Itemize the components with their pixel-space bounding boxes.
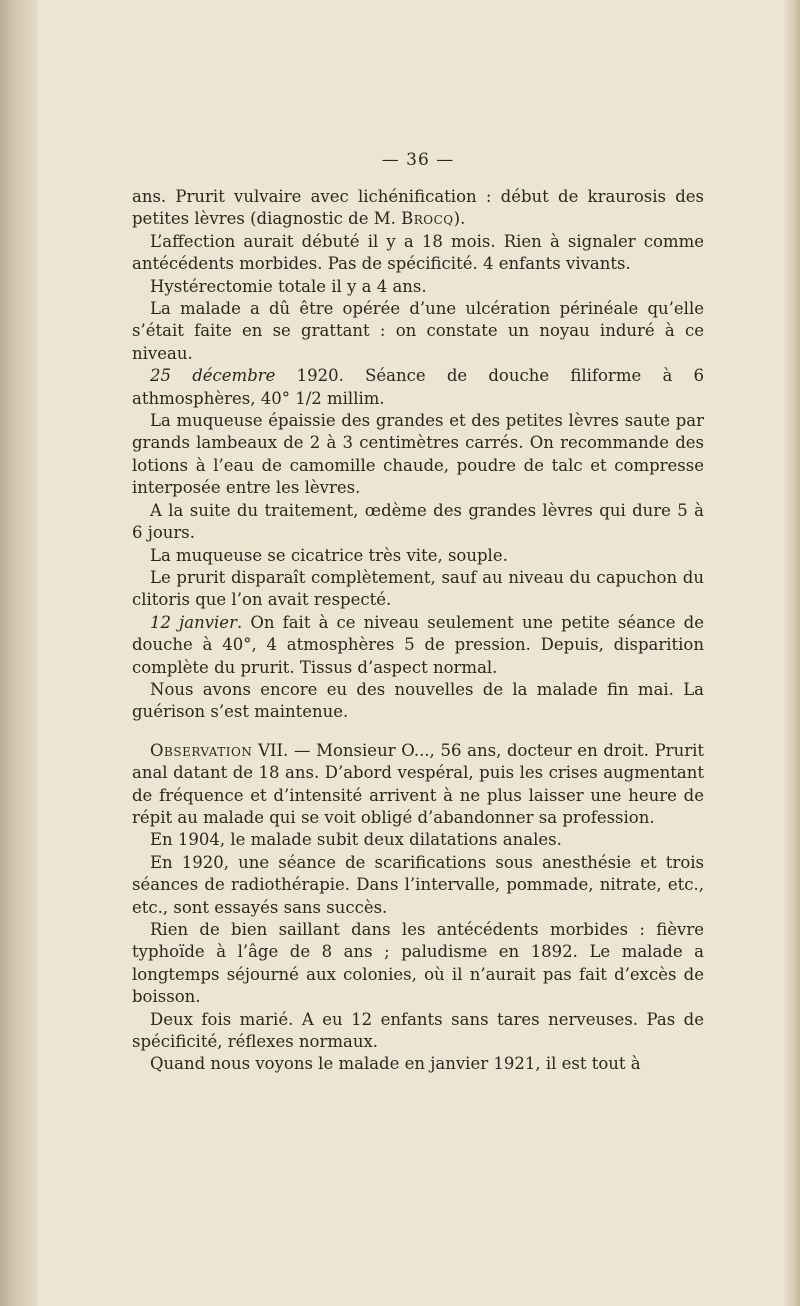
paragraph-12 [132, 740, 704, 830]
paragraph-11: Nous avons encore eu des nouvelles de la malade fin mai. La guérison s’est maintenue. [132, 679, 704, 722]
author-name: Brocq [401, 209, 454, 229]
page-number: — 36 — [381, 150, 455, 170]
paragraph-12-text: VII. — Monsieur O..., 56 ans, docteur en droit. Prurit anal datant de 18 ans. D’abord vespéral, puis les crises augmentant de fréquence et d’intensité arrivent à ne plus laisser une heure de répit au malade qui se voit obligé d’abandonner sa profession. [132, 740, 704, 827]
paragraph-1-end: ). [453, 209, 466, 229]
paragraph-15: Rien de bien saillant dans les antécédents morbides : fièvre typhoïde à l’âge de 8 ans ; paludisme en 1892. Le malade a longtemps séjourné aux colonies, où il n’aurait pas fait d’excès de boisson. [132, 920, 704, 1007]
body-text [132, 186, 704, 1076]
paragraph-1-text: ans. Prurit vulvaire avec lichénification : début de kraurosis des petites lèvres (diagnostic de M. [132, 187, 704, 229]
paragraph-5-text: 1920. Séance de douche filiforme à 6 athmosphères, 40° 1/2 millim. [132, 366, 704, 408]
paragraph-17: Quand nous voyons le malade en janvier 1921, il est tout à [150, 1054, 641, 1074]
observation-heading: Observation [150, 740, 253, 760]
paragraph-8: La muqueuse se cicatrice très vite, souple. [150, 545, 508, 565]
document-page [132, 150, 704, 1076]
section-gap [132, 724, 704, 740]
scan-right-edge [784, 0, 800, 1306]
paragraph-10-text: . On fait à ce niveau seulement une petite séance de douche à 40°, 4 atmosphères 5 de pression. Depuis, disparition complète du prurit. Tissus d’aspect normal. [132, 612, 704, 677]
paragraph-14: En 1920, une séance de scarifications sous anesthésie et trois séances de radiothérapie. Dans l’intervalle, pommade, nitrate, etc., etc., sont essayés sans succès. [132, 852, 704, 917]
paragraph-10 [132, 612, 704, 679]
paragraph-6: La muqueuse épaissie des grandes et des petites lèvres saute par grands lambeaux de 2 à 3 centimètres carrés. On recommande des lotions à l’eau de camomille chaude, poudre de talc et compresse interposée entre les lèvres. [132, 411, 704, 498]
paragraph-2: L’affection aurait débuté il y a 18 mois. Rien à signaler comme antécédents morbides. Pas de spécificité. 4 enfants vivants. [132, 231, 704, 274]
paragraph-7: A la suite du traitement, œdème des grandes lèvres qui dure 5 à 6 jours. [132, 500, 704, 543]
scan-left-edge [0, 0, 38, 1306]
paragraph-1 [132, 186, 704, 231]
date-december: 25 décembre [150, 366, 276, 386]
paragraph-5 [132, 365, 704, 410]
paragraph-4: La malade a dû être opérée d’une ulcération périnéale qu’elle s’était faite en se grattant : on constate un noyau induré à ce niveau. [132, 299, 704, 363]
paragraph-16: Deux fois marié. A eu 12 enfants sans tares nerveuses. Pas de spécificité, réflexes normaux. [132, 1009, 704, 1052]
paragraph-3: Hystérectomie totale il y a 4 ans. [150, 276, 427, 296]
paragraph-13: En 1904, le malade subit deux dilatations anales. [150, 830, 562, 850]
paragraph-9: Le prurit disparaît complètement, sauf au niveau du capuchon du clitoris que l’on avait respecté. [132, 567, 704, 610]
date-january: 12 janvier [150, 612, 237, 632]
